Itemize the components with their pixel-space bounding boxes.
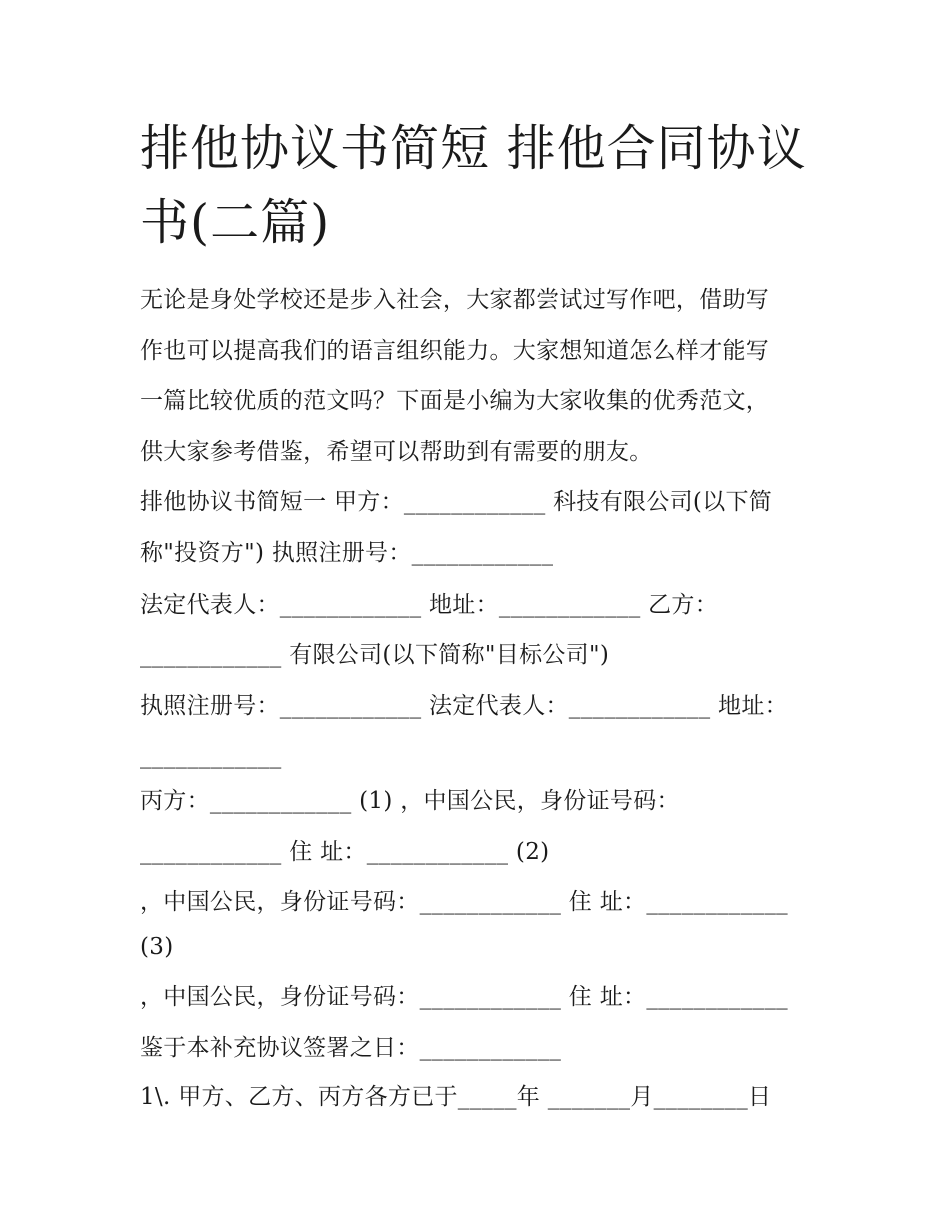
party-b-address-line: ____________	[140, 743, 282, 769]
party-c-citizen-line-2: ，中国公民，身份证号码：____________ 住 址：____________	[140, 889, 788, 915]
party-a-representative-line: 法定代表人：____________ 地址：____________ 乙方：	[140, 592, 719, 618]
party-a-registration-line: 称"投资方") 执照注册号：____________	[140, 540, 554, 566]
intro-line-1: 无论是身处学校还是步入社会，大家都尝试过写作吧，借助写	[140, 287, 770, 313]
intro-line-3: 一篇比较优质的范文吗？下面是小编为大家收集的优秀范文，	[140, 388, 770, 414]
party-b-registration-line: 执照注册号：____________ 法定代表人：____________ 地址：	[140, 693, 788, 719]
intro-line-4: 供大家参考借鉴，希望可以帮助到有需要的朋友。	[140, 439, 653, 465]
party-c-line: 丙方：____________ (1) ，中国公民，身份证号码：	[140, 788, 680, 814]
clause-1-line: 1\. 甲方、乙方、丙方各方已于_____年 _______月________日	[140, 1084, 772, 1110]
party-c-citizen-line-3: ，中国公民，身份证号码：____________ 住 址：____________	[140, 984, 788, 1010]
document-title: 排他协议书简短 排他合同协议 书(二篇)	[140, 120, 807, 251]
party-a-line: 排他协议书简短一 甲方：____________ 科技有限公司(以下简	[140, 489, 773, 515]
party-c-number-3: (3)	[140, 934, 174, 960]
agreement-date-line: 鉴于本补充协议签署之日：____________	[140, 1035, 562, 1061]
party-c-address-line-1: ____________ 住 址：____________ (2)	[140, 839, 550, 865]
intro-line-2: 作也可以提高我们的语言组织能力。大家想知道怎么样才能写	[140, 338, 770, 364]
party-b-line: ____________ 有限公司(以下简称"目标公司")	[140, 642, 610, 668]
